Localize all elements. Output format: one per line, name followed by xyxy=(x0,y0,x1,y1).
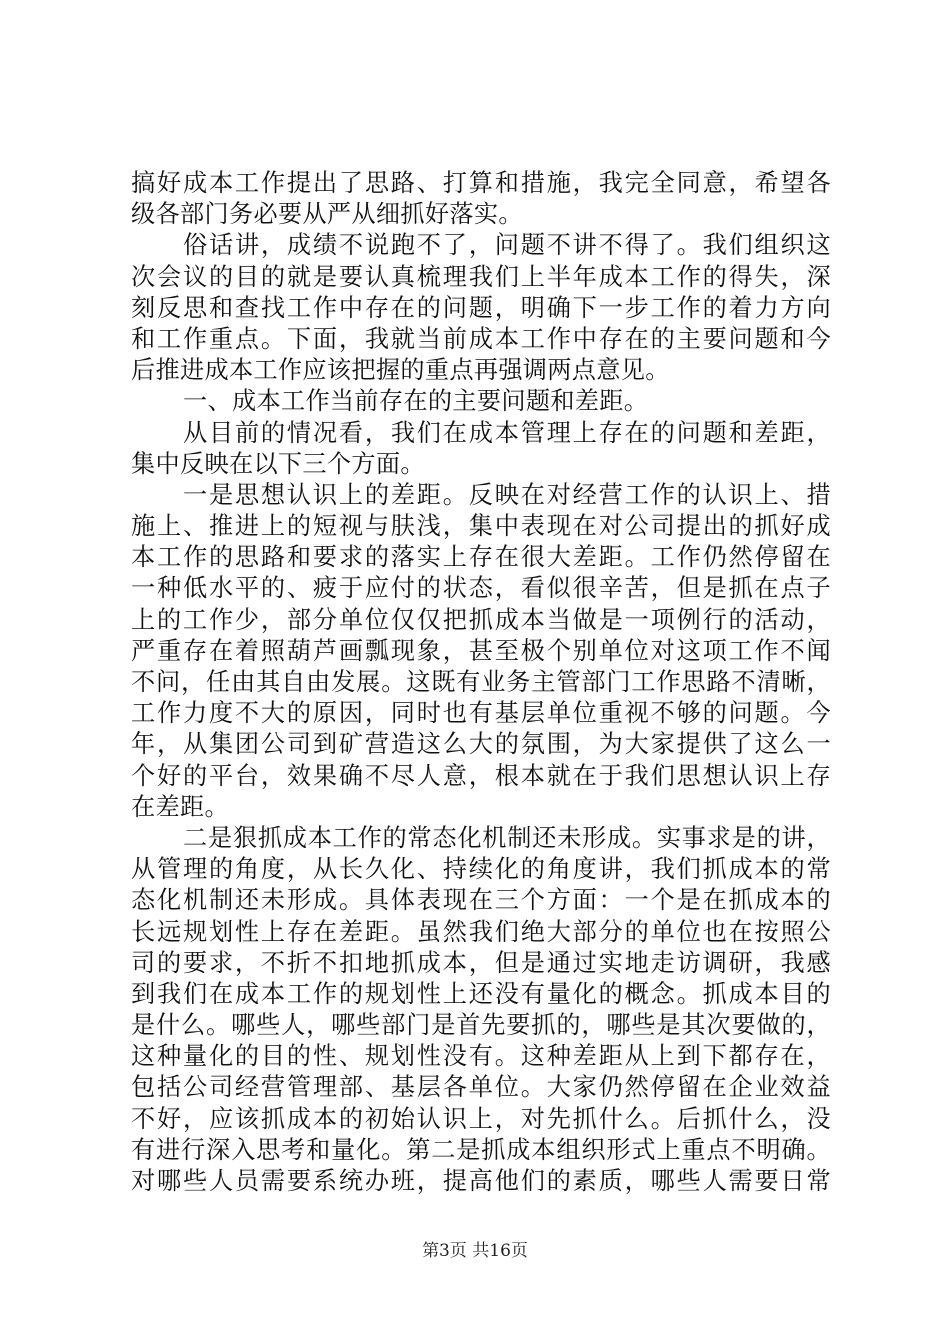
text-line: 这种量化的目的性、规划性没有。这种差距从上到下都存在， xyxy=(131,1042,831,1071)
page-footer: 第3页 共16页 xyxy=(422,1241,528,1261)
text-line: 个好的平台，效果确不尽人意，根本就在于我们思想认识上存 xyxy=(131,761,831,790)
text-line: 次会议的目的就是要认真梳理我们上半年成本工作的得失，深 xyxy=(131,262,831,291)
text-line: 俗话讲，成绩不说跑不了，问题不讲不得了。我们组织这 xyxy=(183,231,831,260)
text-line: 是什么。哪些人，哪些部门是首先要抓的，哪些是其次要做的， xyxy=(131,1011,831,1040)
text-line: 刻反思和查找工作中存在的问题，明确下一步工作的着力方向 xyxy=(131,293,831,322)
text-line: 级各部门务必要从严从细抓好落实。 xyxy=(131,200,523,229)
text-line: 有进行深入思考和量化。第二是抓成本组织形式上重点不明确。 xyxy=(131,1135,831,1164)
text-line: 上的工作少，部分单位仅仅把抓成本当做是一项例行的活动， xyxy=(131,605,831,634)
text-line: 不好，应该抓成本的初始认识上，对先抓什么。后抓什么，没 xyxy=(131,1104,831,1133)
text-line: 包括公司经营管理部、基层各单位。大家仍然停留在企业效益 xyxy=(131,1073,831,1102)
text-line: 施上、推进上的短视与肤浅，集中表现在对公司提出的抓好成 xyxy=(131,512,831,541)
text-line: 本工作的思路和要求的落实上存在很大差距。工作仍然停留在 xyxy=(131,543,831,572)
text-line: 工作力度不大的原因，同时也有基层单位重视不够的问题。今 xyxy=(131,699,831,728)
text-line: 年，从集团公司到矿营造这么大的氛围，为大家提供了这么一 xyxy=(131,730,831,759)
text-line: 司的要求，不折不扣地抓成本，但是通过实地走访调研，我感 xyxy=(131,948,831,977)
text-line: 从目前的情况看，我们在成本管理上存在的问题和差距， xyxy=(183,418,831,447)
text-line: 集中反映在以下三个方面。 xyxy=(131,449,425,478)
text-line: 搞好成本工作提出了思路、打算和措施，我完全同意，希望各 xyxy=(131,169,831,197)
text-line: 从管理的角度，从长久化、持续化的角度讲，我们抓成本的常 xyxy=(131,855,831,884)
text-line: 和工作重点。下面，我就当前成本工作中存在的主要问题和今 xyxy=(131,324,831,353)
text-line: 一种低水平的、疲于应付的状态，看似很辛苦，但是抓在点子 xyxy=(131,574,831,603)
text-line: 到我们在成本工作的规划性上还没有量化的概念。抓成本目的 xyxy=(131,979,831,1008)
text-line: 不问，任由其自由发展。这既有业务主管部门工作思路不清晰， xyxy=(131,668,831,696)
text-line: 态化机制还未形成。具体表现在三个方面：一个是在抓成本的 xyxy=(131,886,831,915)
text-line: 后推进成本工作应该把握的重点再强调两点意见。 xyxy=(131,356,670,385)
text-line: 对哪些人员需要系统办班，提高他们的素质，哪些人需要日常 xyxy=(131,1167,831,1195)
text-line: 一、成本工作当前存在的主要问题和差距。 xyxy=(183,387,649,416)
text-line: 在差距。 xyxy=(131,792,229,821)
text-line: 二是狠抓成本工作的常态化机制还未形成。实事求是的讲， xyxy=(183,823,831,852)
text-line: 严重存在着照葫芦画瓢现象，甚至极个别单位对这项工作不闻 xyxy=(131,636,831,665)
body-text xyxy=(131,168,831,1197)
text-line: 长远规划性上存在差距。虽然我们绝大部分的单位也在按照公 xyxy=(131,917,831,946)
text-line: 一是思想认识上的差距。反映在对经营工作的认识上、措 xyxy=(183,480,831,509)
